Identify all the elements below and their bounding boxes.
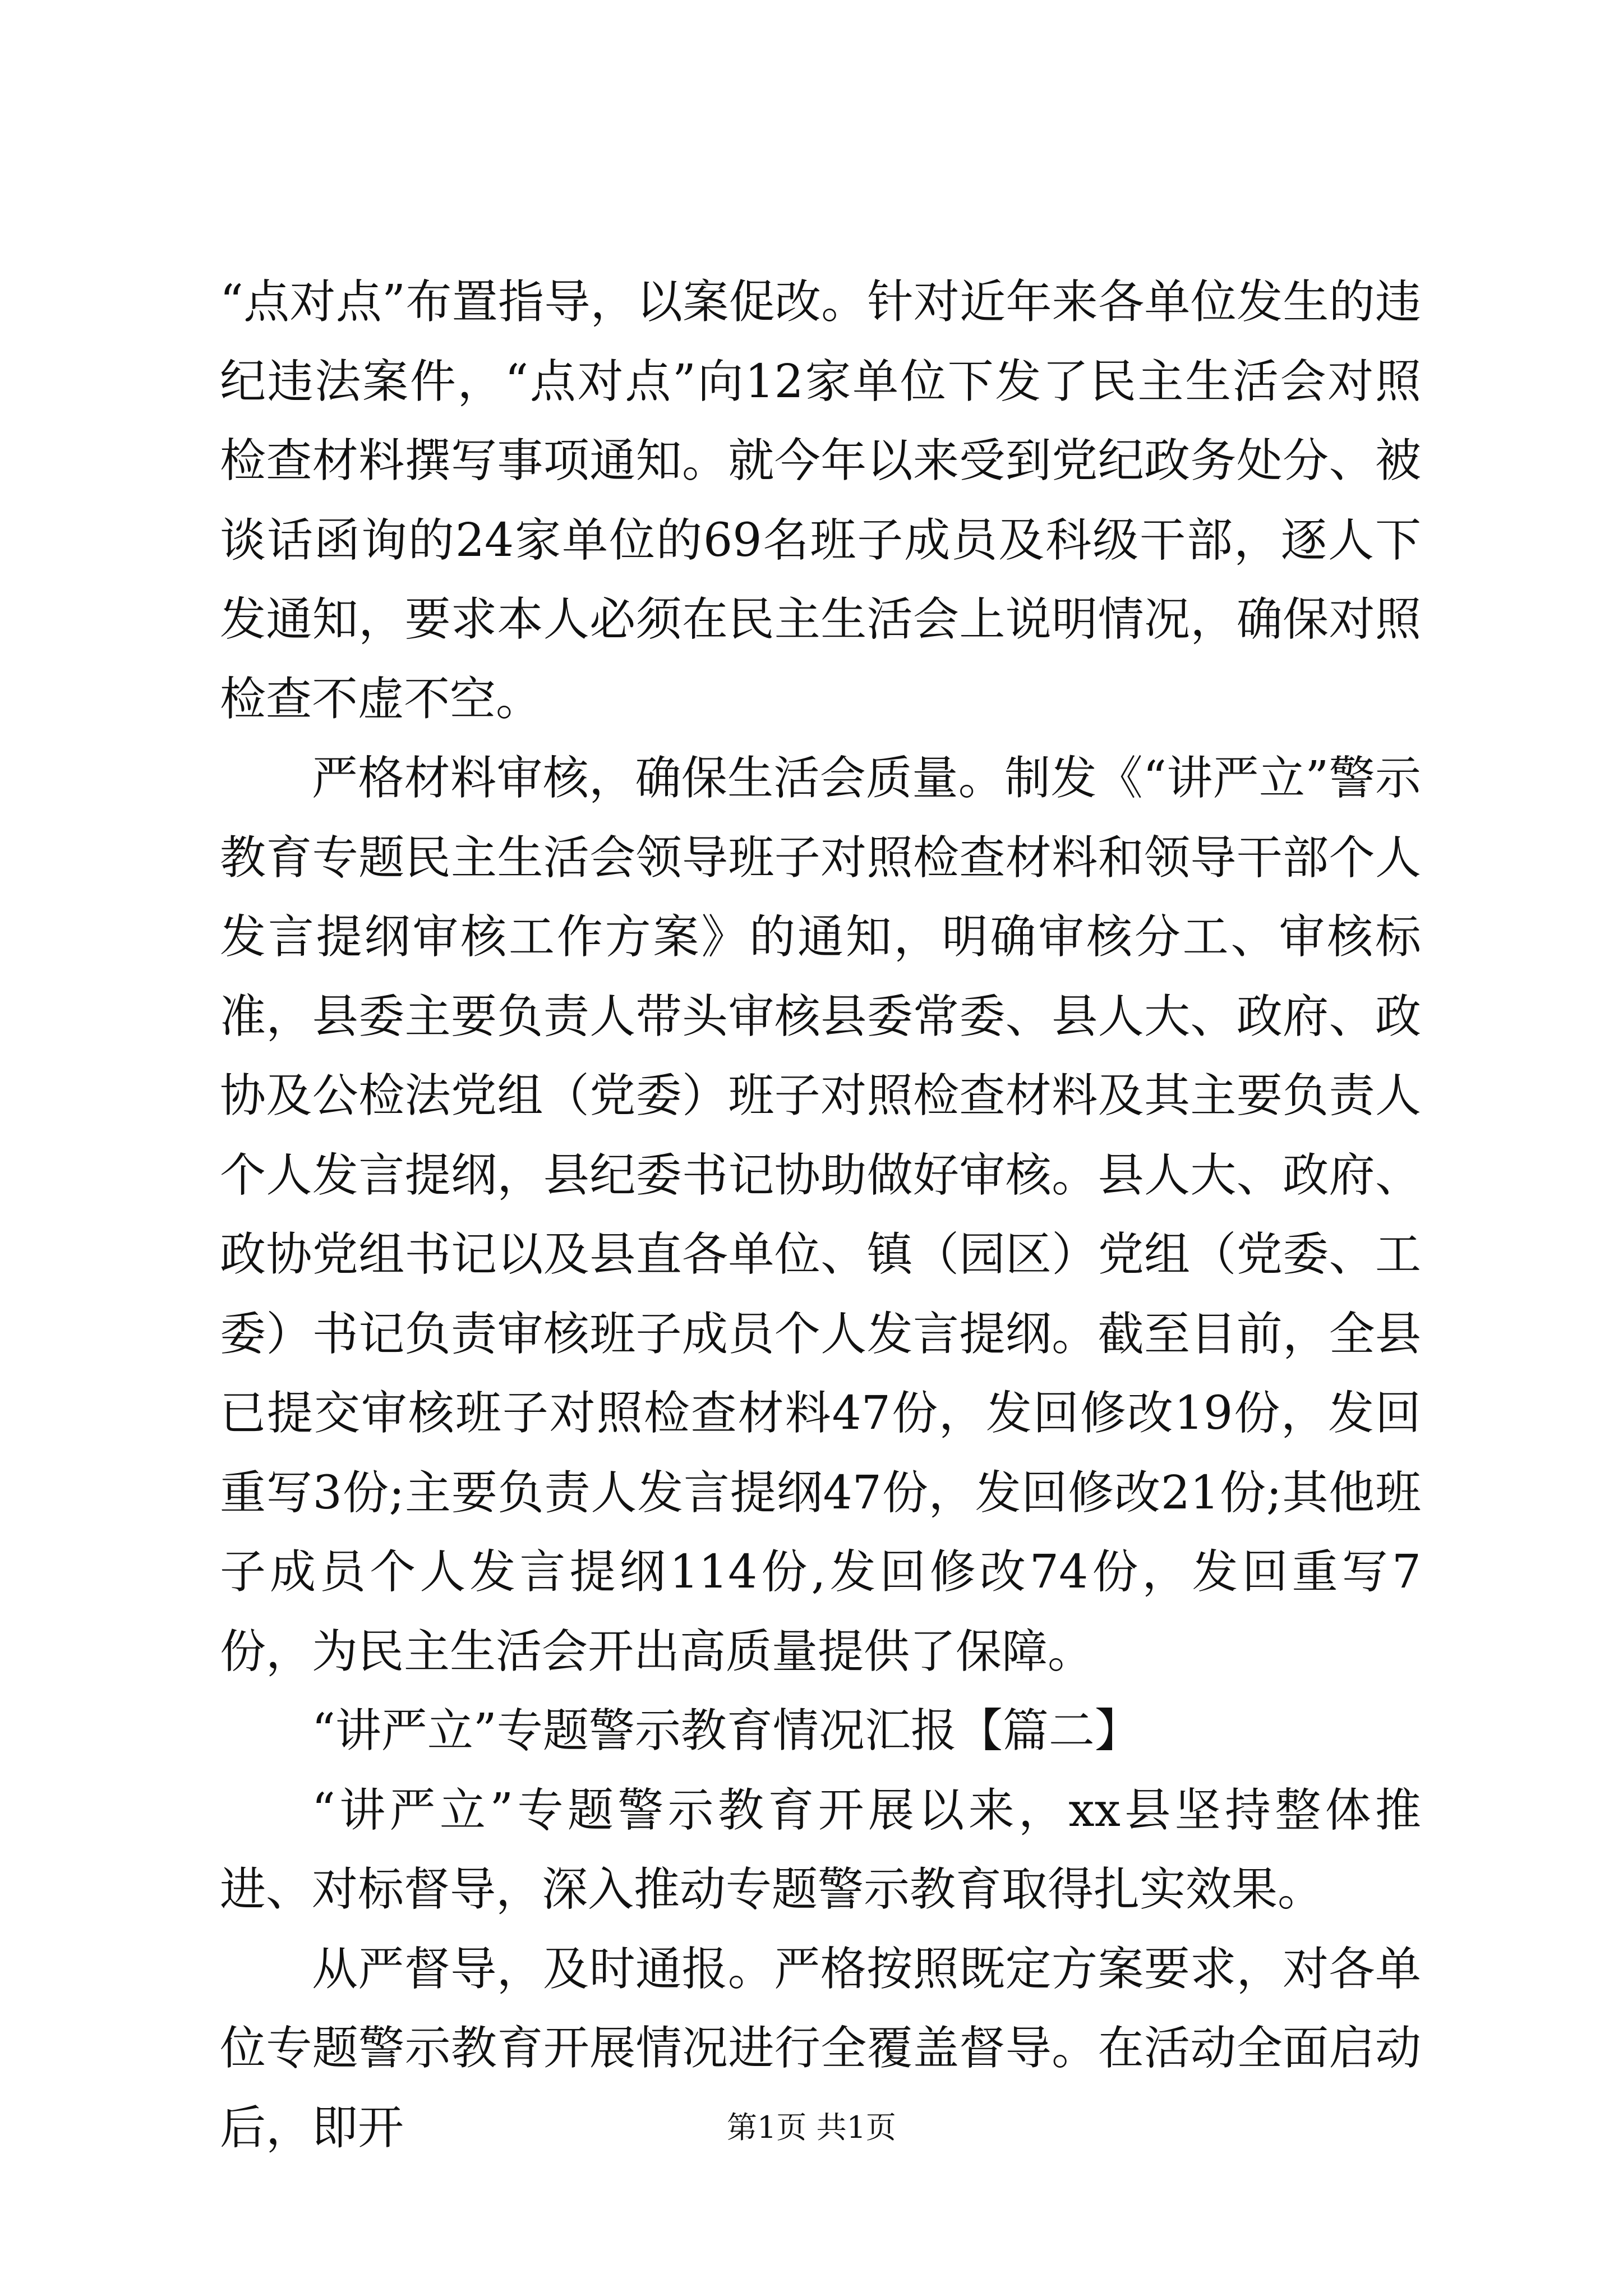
paragraph-1: “点对点”布置指导，以案促改。针对近年来各单位发生的违纪违法案件，“点对点”向12家单位下发了民主生活会对照检查材料撰写事项通知。就今年以来受到党纪政务处分、被谈话函询的24家单位的69名班子成员及科级干部，逐人下发通知，要求本人必须在民主生活会上说明情况，确保对照检查不虚不空。 xyxy=(220,275,1421,726)
paragraph-3: “讲严立”专题警示教育开展以来，xx县坚持整体推进、对标督导，深入推动专题警示教育取得扎实效果。 xyxy=(220,1783,1421,1916)
paragraph-2: 严格材料审核，确保生活会质量。制发《“讲严立”警示教育专题民主生活会领导班子对照检查材料和领导干部个人发言提纲审核工作方案》的通知，明确审核分工、审核标准，县委主要负责人带头审核县委常委、县人大、政府、政协及公检法党组（党委）班子对照检查材料及其主要负责人个人发言提纲，县纪委书记协助做好审核。县人大、政府、政协党组书记以及县直各单位、镇（园区）党组（党委、工委）书记负责审核班子成员个人发言提纲。截至目前，全县已提交审核班子对照检查材料47份，发回修改19份，发回重写3份;主要负责人发言提纲47份，发回修改21份;其他班子成员个人发言提纲114份,发回修改74份，发回重写7份，为民主生活会开出高质量提供了保障。 xyxy=(220,752,1421,1678)
page-footer: 第1页 共1页 xyxy=(727,2110,896,2145)
section-heading: “讲严立”专题警示教育情况汇报【篇二】 xyxy=(312,1704,1141,1757)
document-body xyxy=(220,263,1421,2168)
paragraph-4: 从严督导，及时通报。严格按照既定方案要求，对各单位专题警示教育开展情况进行全覆盖督导。在活动全面启动后，即开 xyxy=(220,1942,1421,2155)
